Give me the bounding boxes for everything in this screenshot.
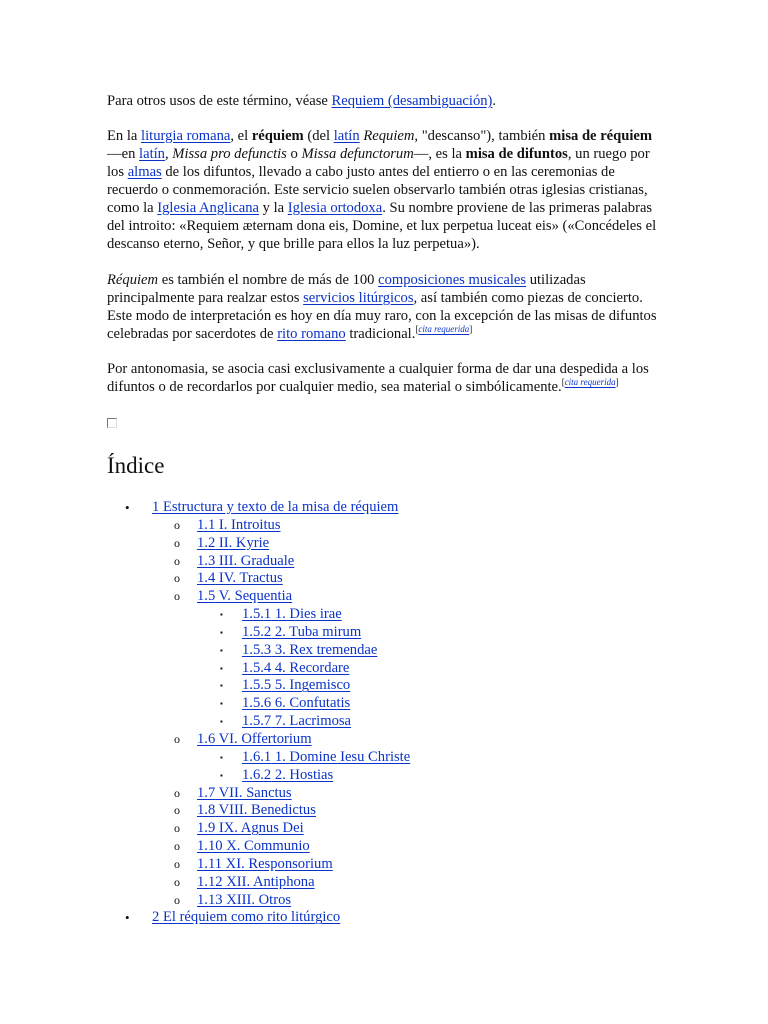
toc-label: 3. Rex tremendae bbox=[271, 641, 378, 658]
toc-item bbox=[107, 588, 667, 606]
toc-number: 1.11 bbox=[197, 855, 222, 872]
circle-marker: o bbox=[174, 785, 180, 800]
toc-label: 6. Confutatis bbox=[271, 695, 351, 712]
text: En la bbox=[107, 128, 142, 144]
toc-link[interactable] bbox=[242, 767, 333, 783]
toc-number: 1.6.2 bbox=[242, 766, 272, 783]
circle-marker: o bbox=[174, 821, 180, 836]
toc-item bbox=[107, 606, 667, 624]
text: , "descanso"), también bbox=[414, 128, 550, 144]
text: tradicional. bbox=[345, 326, 416, 342]
toc-number: 1.2 bbox=[197, 534, 216, 551]
square-marker: ▪ bbox=[220, 752, 223, 762]
text: (del bbox=[303, 128, 334, 144]
toc-item bbox=[107, 570, 667, 588]
toc-item bbox=[107, 517, 667, 535]
toc-number: 1.5.6 bbox=[242, 695, 272, 712]
bold-requiem: réquiem bbox=[251, 128, 304, 144]
toc-link[interactable] bbox=[242, 749, 410, 765]
bold-misa-de-difuntos: misa de difuntos bbox=[465, 146, 568, 162]
toc-link[interactable] bbox=[242, 695, 350, 711]
toc-number: 1.5.2 bbox=[242, 623, 272, 640]
toc-link[interactable] bbox=[152, 909, 340, 925]
toc-toggle-checkbox[interactable] bbox=[107, 418, 117, 428]
toc-label: 4. Recordare bbox=[271, 659, 350, 676]
disambiguation-prefix: Para otros usos de este término, véase bbox=[107, 93, 332, 109]
circle-marker: o bbox=[174, 856, 180, 871]
toc-item bbox=[107, 874, 667, 892]
square-marker: ▪ bbox=[220, 717, 223, 727]
toc-label: 2. Hostias bbox=[271, 766, 334, 783]
toc-item bbox=[107, 624, 667, 642]
disambiguation-note bbox=[107, 92, 496, 110]
square-marker: ▪ bbox=[220, 770, 223, 780]
toc-link[interactable] bbox=[242, 606, 342, 622]
toc-number: 1.13 bbox=[197, 891, 223, 908]
circle-marker: o bbox=[174, 553, 180, 568]
text: —, es la bbox=[413, 146, 466, 162]
toc-label: El réquiem como rito litúrgico bbox=[159, 909, 341, 926]
toc-number: 1.3 bbox=[197, 552, 216, 569]
latin-link[interactable]: latín bbox=[333, 128, 360, 144]
italic-missa-defunctorum: Missa defunctorum bbox=[301, 146, 414, 162]
composiciones-musicales-link[interactable]: composiciones musicales bbox=[378, 272, 527, 288]
toc-link[interactable] bbox=[242, 677, 350, 693]
text: es también el nombre de más de 100 bbox=[158, 272, 379, 288]
bracket: ] bbox=[469, 324, 473, 334]
toc-label: VII. Sanctus bbox=[215, 784, 292, 801]
text: y la bbox=[258, 200, 288, 216]
toc-link[interactable] bbox=[197, 553, 294, 569]
toc-number: 1.6 bbox=[197, 730, 216, 747]
almas-link[interactable]: almas bbox=[127, 164, 162, 180]
italic-requiem: Requiem bbox=[363, 128, 415, 144]
latin-link-2[interactable]: latín bbox=[139, 146, 165, 162]
bracket: ] bbox=[615, 377, 619, 387]
toc-item bbox=[107, 553, 667, 571]
disambiguation-suffix: . bbox=[492, 93, 497, 109]
servicios-liturgicos-link[interactable]: servicios litúrgicos bbox=[303, 290, 414, 306]
toc-number: 1.8 bbox=[197, 802, 216, 819]
circle-marker: o bbox=[174, 839, 180, 854]
cita-requerida-text: cita requerida bbox=[564, 377, 616, 387]
square-marker: ▪ bbox=[220, 610, 223, 620]
toc-item bbox=[107, 909, 667, 927]
text: , un ruego por los bbox=[107, 146, 650, 180]
toc-number: 1.6.1 bbox=[242, 748, 272, 765]
text: de los difuntos, llevado a cabo justo antes del entierro o en las ceremonias de recuerdo o conmemoración. Este servicio suelen observarlo también otras iglesias cristianas, como la bbox=[107, 164, 648, 216]
toc-link[interactable] bbox=[197, 731, 312, 747]
toc-label: 1. Dies irae bbox=[271, 606, 342, 623]
toc-label: VI. Offertorium bbox=[215, 730, 312, 747]
toc-number: 1.5.4 bbox=[242, 659, 272, 676]
toc-label: XII. Antiphona bbox=[222, 873, 315, 890]
toc-title: Índice bbox=[107, 453, 165, 478]
circle-marker: o bbox=[174, 874, 180, 889]
toc-label: IX. Agnus Dei bbox=[215, 820, 304, 837]
circle-marker: o bbox=[174, 731, 180, 746]
circle-marker: o bbox=[174, 589, 180, 604]
circle-marker: o bbox=[174, 571, 180, 586]
toc-number: 1.1 bbox=[197, 516, 216, 533]
text: . Su nombre proviene de las primeras palabras del introito: «Requiem æternam dona eis, Domine, et lux perpetua luceat eis» («Concédeles el descanso eterno, Señor, y que brille para ellos la luz perpetua»). bbox=[107, 200, 657, 252]
toc-label: XIII. Otros bbox=[222, 891, 292, 908]
bullet-marker: • bbox=[125, 910, 130, 926]
toc-item bbox=[107, 838, 667, 856]
square-marker: ▪ bbox=[220, 627, 223, 637]
toc-link[interactable] bbox=[197, 570, 283, 586]
compositions-paragraph bbox=[107, 271, 663, 343]
cita-requerida-link[interactable] bbox=[565, 377, 616, 387]
toc-link[interactable] bbox=[242, 713, 351, 729]
toc-label: 2. Tuba mirum bbox=[271, 623, 362, 640]
toc-label: XI. Responsorium bbox=[222, 855, 333, 872]
toc-link[interactable] bbox=[197, 588, 292, 604]
toc-link[interactable] bbox=[197, 820, 304, 836]
toc-item bbox=[107, 856, 667, 874]
toc-label: 7. Lacrimosa bbox=[271, 713, 352, 730]
toc-link[interactable] bbox=[242, 660, 349, 676]
toc-item bbox=[107, 695, 667, 713]
intro-paragraph bbox=[107, 127, 663, 253]
circle-marker: o bbox=[174, 535, 180, 550]
circle-marker: o bbox=[174, 803, 180, 818]
toc-item bbox=[107, 892, 667, 910]
circle-marker: o bbox=[174, 892, 180, 907]
square-marker: ▪ bbox=[220, 663, 223, 673]
bold-misa-de-requiem: misa de réquiem bbox=[549, 128, 653, 144]
toc-item bbox=[107, 731, 667, 749]
toc-number: 1.4 bbox=[197, 570, 216, 587]
toc-link[interactable] bbox=[242, 642, 377, 658]
toc-item bbox=[107, 642, 667, 660]
italic-requiem: Réquiem bbox=[107, 272, 159, 288]
toc-item bbox=[107, 660, 667, 678]
toc-list bbox=[107, 499, 667, 927]
toc-label: 1. Domine Iesu Christe bbox=[271, 748, 411, 765]
circle-marker: o bbox=[174, 517, 180, 532]
toc-item bbox=[107, 749, 667, 767]
text: utilizadas principalmente para realzar estos bbox=[107, 272, 586, 306]
toc-label: I. Introitus bbox=[215, 516, 281, 533]
toc-link[interactable] bbox=[197, 874, 315, 890]
toc-link[interactable] bbox=[197, 838, 310, 854]
toc-number: 1.5.3 bbox=[242, 641, 272, 658]
iglesia-ortodoxa-link[interactable]: Iglesia ortodoxa bbox=[287, 200, 383, 216]
text: Por antonomasia, se asocia casi exclusivamente a cualquier forma de dar una despedida a los difuntos o de recordarlos por cualquier medio, sea material o simbólicamente. bbox=[107, 361, 649, 395]
toc-item bbox=[107, 767, 667, 785]
toc-number: 2 bbox=[152, 909, 160, 926]
text: , bbox=[164, 146, 173, 162]
iglesia-anglicana-link[interactable]: Iglesia Anglicana bbox=[157, 200, 259, 216]
bracket: [ bbox=[561, 377, 565, 387]
toc-number: 1.12 bbox=[197, 873, 223, 890]
toc-link[interactable] bbox=[197, 892, 291, 908]
square-marker: ▪ bbox=[220, 681, 223, 691]
toc-label: II. Kyrie bbox=[215, 534, 270, 551]
toc-number: 1 bbox=[152, 499, 160, 515]
square-marker: ▪ bbox=[220, 699, 223, 709]
bullet-marker: • bbox=[125, 500, 130, 515]
toc-item bbox=[107, 535, 667, 553]
toc-number: 1.5.5 bbox=[242, 677, 272, 694]
text: o bbox=[286, 146, 302, 162]
requiem-disambiguation-link[interactable]: Requiem (desambiguación) bbox=[331, 93, 493, 109]
toc-label: IV. Tractus bbox=[215, 570, 283, 587]
toc-label: III. Graduale bbox=[215, 552, 295, 569]
italic-missa-pro-defunctis: Missa pro defunctis bbox=[172, 146, 287, 162]
toc-number: 1.5 bbox=[197, 588, 216, 605]
toc-item bbox=[107, 785, 667, 803]
toc-link[interactable] bbox=[197, 785, 292, 801]
toc-number: 1.5.7 bbox=[242, 713, 272, 730]
toc-link[interactable] bbox=[197, 856, 333, 872]
citation-needed bbox=[562, 377, 619, 387]
toc-label: VIII. Benedictus bbox=[215, 802, 316, 819]
toc-link[interactable] bbox=[197, 802, 316, 818]
toc-link[interactable] bbox=[152, 499, 398, 515]
toc-link[interactable] bbox=[242, 624, 361, 640]
text: , así también como piezas de concierto. Este modo de interpretación es hoy en día muy raro, con la excepción de las misas de difuntos celebradas por sacerdotes de bbox=[107, 290, 657, 342]
cita-requerida-text: cita requerida bbox=[418, 324, 470, 334]
toc-label: V. Sequentia bbox=[215, 588, 293, 605]
toc-item bbox=[107, 802, 667, 820]
toc-label: X. Communio bbox=[222, 838, 310, 855]
rito-romano-link[interactable]: rito romano bbox=[277, 326, 346, 342]
toc-item bbox=[107, 499, 667, 517]
toc-link[interactable] bbox=[197, 517, 281, 533]
toc-number: 1.9 bbox=[197, 820, 216, 837]
liturgia-romana-link[interactable]: liturgia romana bbox=[141, 128, 231, 144]
toc-link[interactable] bbox=[197, 535, 269, 551]
square-marker: ▪ bbox=[220, 645, 223, 655]
toc-number: 1.7 bbox=[197, 784, 216, 801]
toc-number: 1.10 bbox=[197, 838, 223, 855]
toc-label: 5. Ingemisco bbox=[271, 677, 351, 694]
toc-label: Estructura y texto de la misa de réquiem bbox=[159, 499, 399, 515]
toc-item bbox=[107, 677, 667, 695]
toc-item bbox=[107, 820, 667, 838]
citation-needed bbox=[415, 324, 472, 334]
toc-item bbox=[107, 713, 667, 731]
cita-requerida-link[interactable] bbox=[418, 324, 469, 334]
text: , el bbox=[230, 128, 252, 144]
toc-number: 1.5.1 bbox=[242, 606, 272, 623]
text: —en bbox=[107, 146, 140, 162]
antonomasia-paragraph bbox=[107, 360, 667, 396]
bracket: [ bbox=[415, 324, 419, 334]
